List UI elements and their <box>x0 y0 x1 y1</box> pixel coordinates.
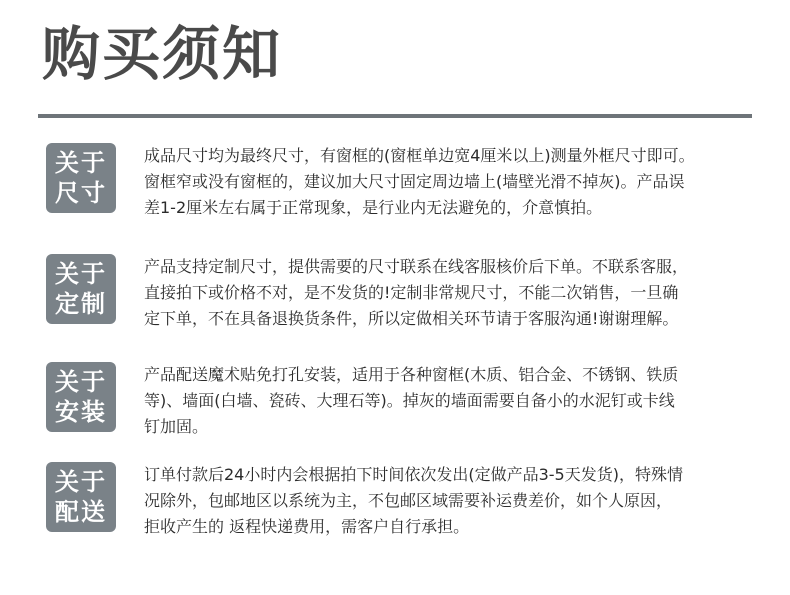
badge-line: 关于 <box>55 149 107 177</box>
text-line: 成品尺寸均为最终尺寸，有窗框的(窗框单边宽4厘米以上)测量外框尺寸即可。 <box>144 146 695 165</box>
badge-line: 定制 <box>55 290 107 318</box>
section-text <box>144 462 744 540</box>
text-line: 窗框窄或没有窗框的，建议加大尺寸固定周边墙上(墙壁光滑不掉灰)。产品误 <box>144 172 685 191</box>
text-line: 钉加固。 <box>144 417 209 436</box>
text-line: 差1-2厘米左右属于正常现象，是行业内无法避免的，介意慎拍。 <box>144 198 603 217</box>
section-badge <box>46 254 116 324</box>
section-badge <box>46 462 116 532</box>
section-text <box>144 362 744 440</box>
badge-line: 安装 <box>55 398 107 426</box>
header-divider <box>38 114 752 118</box>
text-line: 拒收产生的 返程快递费用，需客户自行承担。 <box>144 517 470 536</box>
section-badge <box>46 143 116 213</box>
text-line: 况除外，包邮地区以系统为主，不包邮区域需要补运费差价，如个人原因， <box>144 491 673 510</box>
section-badge <box>46 362 116 432</box>
text-line: 订单付款后24小时内会根据拍下时间依次发出(定做产品3-5天发货)，特殊情 <box>144 465 683 484</box>
page-title: 购买须知 <box>42 20 283 88</box>
badge-line: 关于 <box>55 468 107 496</box>
section-text <box>144 143 744 221</box>
badge-line: 尺寸 <box>55 179 107 207</box>
section-text <box>144 254 744 332</box>
badge-line: 关于 <box>55 368 107 396</box>
text-line: 等)、墙面(白墙、瓷砖、大理石等)。掉灰的墙面需要自备小的水泥钉或卡线 <box>144 391 675 410</box>
text-line: 产品配送魔术贴免打孔安装，适用于各种窗框(木质、铝合金、不锈钢、铁质 <box>144 365 679 384</box>
badge-line: 配送 <box>55 498 107 526</box>
badge-line: 关于 <box>55 260 107 288</box>
text-line: 定下单，不在具备退换货条件，所以定做相关环节请于客服沟通!谢谢理解。 <box>144 309 679 328</box>
text-line: 产品支持定制尺寸，提供需要的尺寸联系在线客服核价后下单。不联系客服， <box>144 257 689 276</box>
text-line: 直接拍下或价格不对，是不发货的!定制非常规尺寸，不能二次销售，一旦确 <box>144 283 679 302</box>
